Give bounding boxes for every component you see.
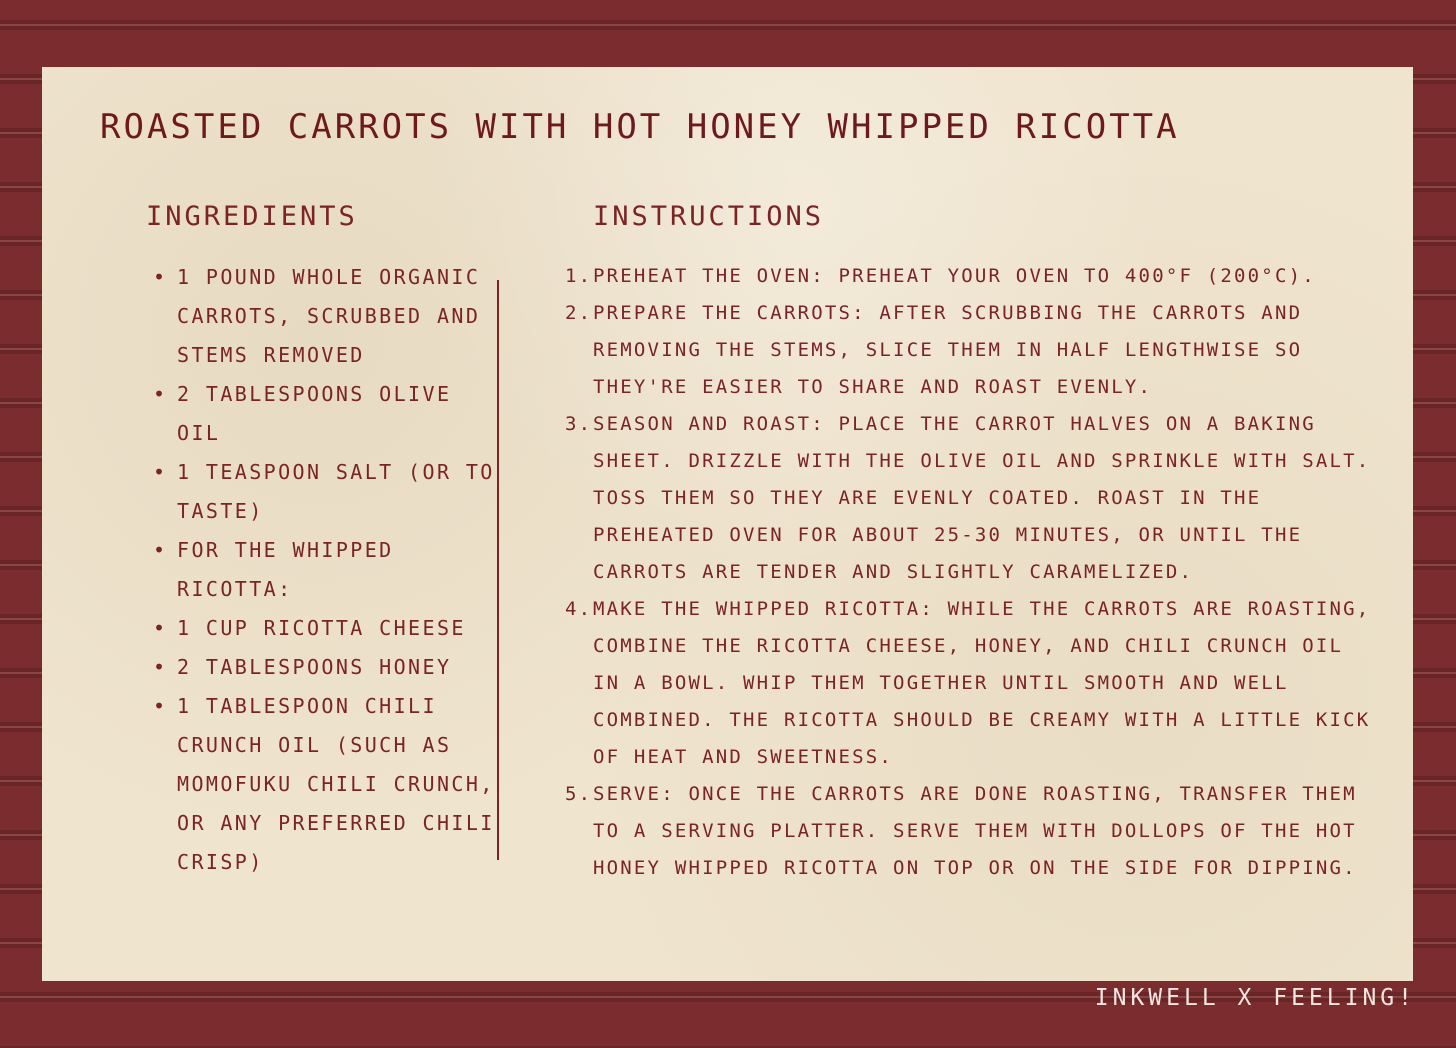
instructions-heading: INSTRUCTIONS	[593, 201, 825, 232]
instruction-step	[565, 295, 1383, 406]
ingredient-item: • 1 CUP RICOTTA CHEESE	[177, 609, 507, 648]
step-text: SERVE: ONCE THE CARROTS ARE DONE ROASTING, TRANSFER THEM TO A SERVING PLATTER. SERVE THEM WITH DOLLOPS OF THE HOT HONEY WHIPPED RICOTTA ON TOP OR ON THE SIDE FOR DIPPING.	[593, 783, 1357, 879]
step-number: 1.	[565, 265, 593, 287]
ingredient-item: • 1 TEASPOON SALT (OR TO TASTE)	[177, 453, 507, 531]
instruction-step	[565, 776, 1383, 887]
step-number: 4.	[565, 598, 593, 620]
ingredient-item: • 2 TABLESPOONS HONEY	[177, 648, 507, 687]
step-number: 3.	[565, 413, 593, 435]
brand-footer: INKWELL X FEELING!	[1094, 985, 1416, 1011]
ingredients-list	[152, 258, 507, 882]
instructions-list	[565, 258, 1383, 887]
step-text: PREPARE THE CARROTS: AFTER SCRUBBING THE CARROTS AND REMOVING THE STEMS, SLICE THEM IN HALF LENGTHWISE SO THEY'RE EASIER TO SHARE AND ROAST EVENLY.	[593, 302, 1303, 398]
instruction-step	[565, 591, 1383, 776]
step-text: PREHEAT THE OVEN: PREHEAT YOUR OVEN TO 400°F (200°C).	[593, 265, 1316, 287]
step-text: SEASON AND ROAST: PLACE THE CARROT HALVES ON A BAKING SHEET. DRIZZLE WITH THE OLIVE OIL AND SPRINKLE WITH SALT. TOSS THEM SO THEY ARE EVENLY COATED. ROAST IN THE PREHEATED OVEN FOR ABOUT 25-30 MINUTES, OR UNTIL THE CARROTS ARE TENDER AND SLIGHTLY CARAMELIZED.	[593, 413, 1371, 583]
step-text: MAKE THE WHIPPED RICOTTA: WHILE THE CARROTS ARE ROASTING, COMBINE THE RICOTTA CHEESE, HONEY, AND CHILI CRUNCH OIL IN A BOWL. WHIP THEM TOGETHER UNTIL SMOOTH AND WELL COMBINED. THE RICOTTA SHOULD BE CREAMY WITH A LITTLE KICK OF HEAT AND SWEETNESS.	[593, 598, 1371, 768]
ingredient-item: • FOR THE WHIPPED RICOTTA:	[177, 531, 507, 609]
recipe-card	[42, 67, 1413, 981]
column-divider	[497, 280, 499, 860]
ingredient-item: • 1 TABLESPOON CHILI CRUNCH OIL (SUCH AS MOMOFUKU CHILI CRUNCH, OR ANY PREFERRED CHILI CRISP)	[177, 687, 507, 882]
instruction-step	[565, 258, 1383, 295]
step-number: 5.	[565, 783, 593, 805]
ingredient-item: • 2 TABLESPOONS OLIVE OIL	[177, 375, 507, 453]
step-number: 2.	[565, 302, 593, 324]
ingredients-heading: INGREDIENTS	[146, 201, 358, 232]
ingredient-item: • 1 POUND WHOLE ORGANIC CARROTS, SCRUBBED AND STEMS REMOVED	[177, 258, 507, 375]
instruction-step	[565, 406, 1383, 591]
recipe-title: ROASTED CARROTS WITH HOT HONEY WHIPPED RICOTTA	[100, 107, 1180, 147]
